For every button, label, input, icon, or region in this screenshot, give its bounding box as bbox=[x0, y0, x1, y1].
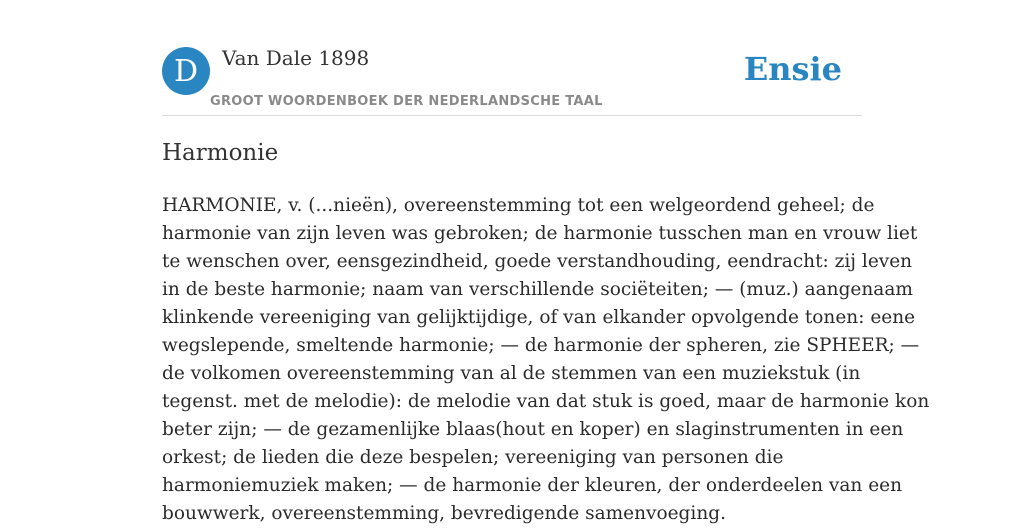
source-title[interactable]: Van Dale 1898 bbox=[222, 46, 370, 70]
dictionary-logo[interactable] bbox=[162, 47, 210, 95]
entry-line: beter zijn; — de gezamenlijke blaas(hout en koper) en slaginstrumenten in een bbox=[162, 419, 904, 440]
entry-body bbox=[162, 192, 930, 528]
entry-line: wegslepende, smeltende harmonie; — de harmonie der spheren, zie SPHEER; — bbox=[162, 335, 920, 356]
entry-line: harmonie van zijn leven was gebroken; de harmonie tusschen man en vrouw liet bbox=[162, 223, 918, 244]
source-subtitle: GROOT WOORDENBOEK DER NEDERLANDSCHE TAAL bbox=[210, 94, 603, 109]
logo-letter: D bbox=[173, 53, 199, 89]
entry-title: Harmonie bbox=[162, 140, 279, 166]
entry-line: tegenst. met de melodie): de melodie van dat stuk is goed, maar de harmonie kon bbox=[162, 391, 930, 412]
entry-line: in de beste harmonie; naam van verschillende sociëteiten; — (muz.) aangenaam bbox=[162, 279, 913, 300]
entry-line: klinkende vereeniging van gelijktijdige, of van elkander opvolgende tonen: eene bbox=[162, 307, 916, 328]
entry-line: orkest; de lieden die deze bespelen; vereeniging van personen die bbox=[162, 447, 784, 468]
brand-logo[interactable]: Ensie bbox=[743, 50, 842, 88]
entry-line: HARMONIE, v. (...nieën), overeenstemming tot een welgeordend geheel; de bbox=[162, 195, 875, 216]
entry-line: te wenschen over, eensgezindheid, goede verstandhouding, eendracht: zij leven bbox=[162, 251, 913, 272]
header-divider bbox=[162, 115, 862, 116]
entry-line: de volkomen overeenstemming van al de stemmen van een muziekstuk (in bbox=[162, 363, 861, 384]
entry-line: harmoniemuziek maken; — de harmonie der kleuren, der onderdeelen van een bbox=[162, 475, 903, 496]
entry-line: bouwwerk, overeenstemming, bevredigende samenvoeging. bbox=[162, 503, 726, 524]
